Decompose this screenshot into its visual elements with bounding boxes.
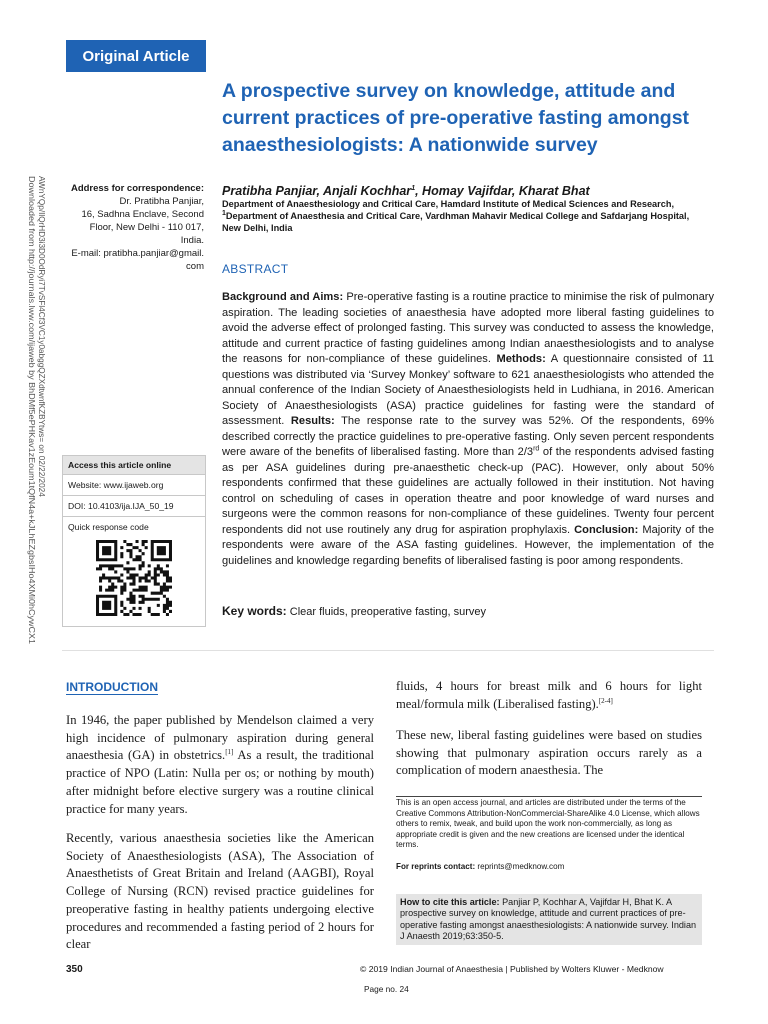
keywords-label: Key words:	[222, 604, 287, 618]
body-paragraph	[66, 712, 374, 818]
correspondence-email[interactable]: com	[186, 261, 204, 272]
correspondence-email[interactable]: E-mail: pratibha.panjiar@gmail.	[71, 248, 204, 259]
footnote-rule	[396, 796, 702, 797]
abstract-methods: A questionnaire consisted of 11 questions was distributed via ‘Survey Monkey’ software to 621 anaesthesiologists who attended the annual conference of the Indian Society of Anaesthesiologists held in Ludhiana, in 2016. American Society of Anaesthesiologists (ASA) practice guidelines for fasting were the standard of assessment.	[222, 353, 714, 427]
reference-link[interactable]: [2-4]	[598, 696, 613, 705]
affiliation-text: Department of Anaesthesia and Critical Care, Vardhman Mahavir Medical College and Safdarjang Hospital,	[225, 211, 690, 221]
body-paragraph: Recently, various anaesthesia societies like the American Society of Anaesthesiologists (ASA), The Association of Anaesthetists of Great Britain and Ireland (AAGBI), Royal College of Nursing (RCN) revised practice guidelines for preoperative fasting in healthy patients undergoing elective procedures and recommended a fasting period of 2 hours for clear	[66, 831, 374, 952]
author-names-rest: , Homay Vajifdar, Kharat Bhat	[415, 184, 590, 198]
correspondence-name: Dr. Pratibha Panjiar,	[119, 196, 204, 207]
abstract-methods-label: Methods:	[496, 353, 546, 365]
introduction-heading	[66, 680, 158, 694]
abstract-conclusion-label: Conclusion:	[574, 523, 639, 536]
journal-website-link[interactable]: Website: www.ijaweb.org	[63, 475, 205, 496]
affiliation-marker: 1	[222, 209, 226, 217]
abstract-results-cont: of the respondents advised fasting as per ASA guidelines during pre-anaesthetic check-up (PAC). However, only about 50% respondents confirmed that these guidelines are actually followed in their institution. Not having control on scheduling of cases in operation theatre and poor knowledge of ward nurses and surgeons were the common reasons for non-compliance of these guidelines. Twenty four percent respondents did not use routinely any drug for aspiration prophylaxis.	[222, 446, 714, 536]
affiliation-marker: 1	[411, 184, 416, 192]
abstract-body	[222, 290, 714, 569]
correspondence-address-line: Floor, New Delhi - 110 017,	[89, 222, 204, 233]
affiliation-line: Department of Anaesthesiology and Critical Care, Hamdard Institute of Medical Sciences and Research,	[222, 199, 675, 209]
abstract-heading: ABSTRACT	[222, 262, 289, 276]
reference-link[interactable]: [1]	[225, 748, 234, 757]
download-watermark-line1: Downloaded from http://journals.lww.com/ijaweb by BhDMf5ePHKav1zEoum1tQfN4a+kJLhEZgbsIHo4XMi0hCywCX1	[27, 176, 36, 602]
abstract-background: Pre-operative fasting is a routine practice to minimise the risk of pulmonary aspiration. The leading societies of anaesthesia have adopted more liberal fasting guidelines to avoid the adverse effect of prolonged fasting. This survey was conducted to assess the knowledge, attitude and current practice of fasting guidelines among Indian anaesthesiologists and to analyse the reasons for non-compliance of these guidelines.	[222, 291, 714, 365]
page-number: 350	[66, 964, 83, 975]
section-divider	[62, 650, 714, 651]
download-watermark-line2: AWnYQp/IlQrHD3i3D0OdRyi7TvSFl4Cf3VC1y0abggQZXdtwnfKZBYtws= on 02/22/2024	[37, 176, 46, 497]
correspondence-address-line: 16, Sadhna Enclave, Second	[81, 209, 204, 220]
qr-code-icon[interactable]	[96, 540, 172, 616]
citation-box	[396, 894, 702, 945]
abstract-background-label: Background and Aims:	[222, 291, 344, 303]
page-counter: Page no. 24	[364, 984, 409, 994]
abstract-results-label: Results:	[290, 415, 335, 427]
qr-label: Quick response code	[68, 522, 149, 532]
correspondence-label: Address for correspondence:	[70, 183, 204, 194]
reprints-contact	[396, 862, 702, 871]
reprints-label: For reprints contact:	[396, 862, 476, 871]
abstract-results: The response rate to the survey was 52%. Of the respondents, 69% described correctly the practice guidelines to pre-operative fasting. Only seven percent respondents were aware of the benefits of liberalised fasting. More than 2/3	[222, 415, 714, 458]
ordinal-suffix: rd	[533, 445, 540, 453]
affiliation-line	[222, 210, 712, 222]
qr-section	[63, 517, 205, 626]
body-paragraph: These new, liberal fasting guidelines were based on studies showing that pulmonary aspiration occurs rarely as a complication of modern anaesthesia. The	[396, 728, 702, 778]
paragraph-text: As a result, the traditional practice of NPO (Latin: Nulla per os; or nothing by mouth) after midnight before elective surgery was a routine clinical practice for many years.	[66, 748, 375, 816]
citation-label: How to cite this article:	[400, 897, 500, 907]
citation-text: Panjiar P, Kochhar A, Vajifdar H, Bhat K. A prospective survey on knowledge, attitude and current practices of pre-operative fasting amongst anaesthesiologists: A nationwide survey. Indian J Anaesth 2019;63:350-5.	[400, 897, 697, 941]
introduction-heading-text: INTRODUCTION	[66, 680, 158, 694]
access-online-header: Access this article online	[63, 456, 205, 475]
affiliations	[222, 198, 712, 234]
paragraph-text: fluids, 4 hours for breast milk and 6 hours for light meal/formula milk (Liberalised fasting).	[396, 679, 702, 711]
body-paragraph	[396, 678, 702, 713]
journal-footer: © 2019 Indian Journal of Anaesthesia | Published by Wolters Kluwer - Medknow	[360, 964, 664, 974]
access-online-box	[62, 455, 206, 627]
keywords-value: Clear fluids, preoperative fasting, survey	[286, 606, 487, 618]
author-names: Pratibha Panjiar, Anjali Kochhar	[222, 184, 412, 198]
article-type-badge: Original Article	[66, 40, 206, 72]
correspondence-country: India.	[180, 235, 204, 246]
download-watermark	[26, 176, 46, 646]
reprints-email[interactable]: reprints@medknow.com	[475, 862, 565, 871]
open-access-notice: This is an open access journal, and articles are distributed under the terms of the Creative Commons Attribution-NonCommercial-ShareAlike 4.0 License, which allows others to remix, tweak, and build upon the work non-commercially, as long as appropriate credit is given and the new creations are licensed under the identical terms.	[396, 798, 700, 849]
paragraph-text: In 1946, the paper published by Mendelson claimed a very high incidence of pulmonary aspiration during general anaesthesia (GA) in obstetrics.	[66, 713, 374, 763]
correspondence-address	[62, 182, 204, 273]
article-title: A prospective survey on knowledge, attitude and current practices of pre-operative fasting amongst anaesthesiologists: A nationwide survey	[222, 80, 690, 156]
doi-link[interactable]: DOI: 10.4103/ija.IJA_50_19	[63, 496, 205, 517]
author-list	[222, 184, 712, 198]
abstract-conclusion: Majority of the respondents were aware of the ASA fasting guidelines. However, the implementation of the guidelines and knowledge regarding benefits of liberalised fasting is poor among respondents.	[222, 523, 714, 567]
keywords	[222, 604, 714, 618]
affiliation-line: New Delhi, India	[222, 223, 293, 233]
